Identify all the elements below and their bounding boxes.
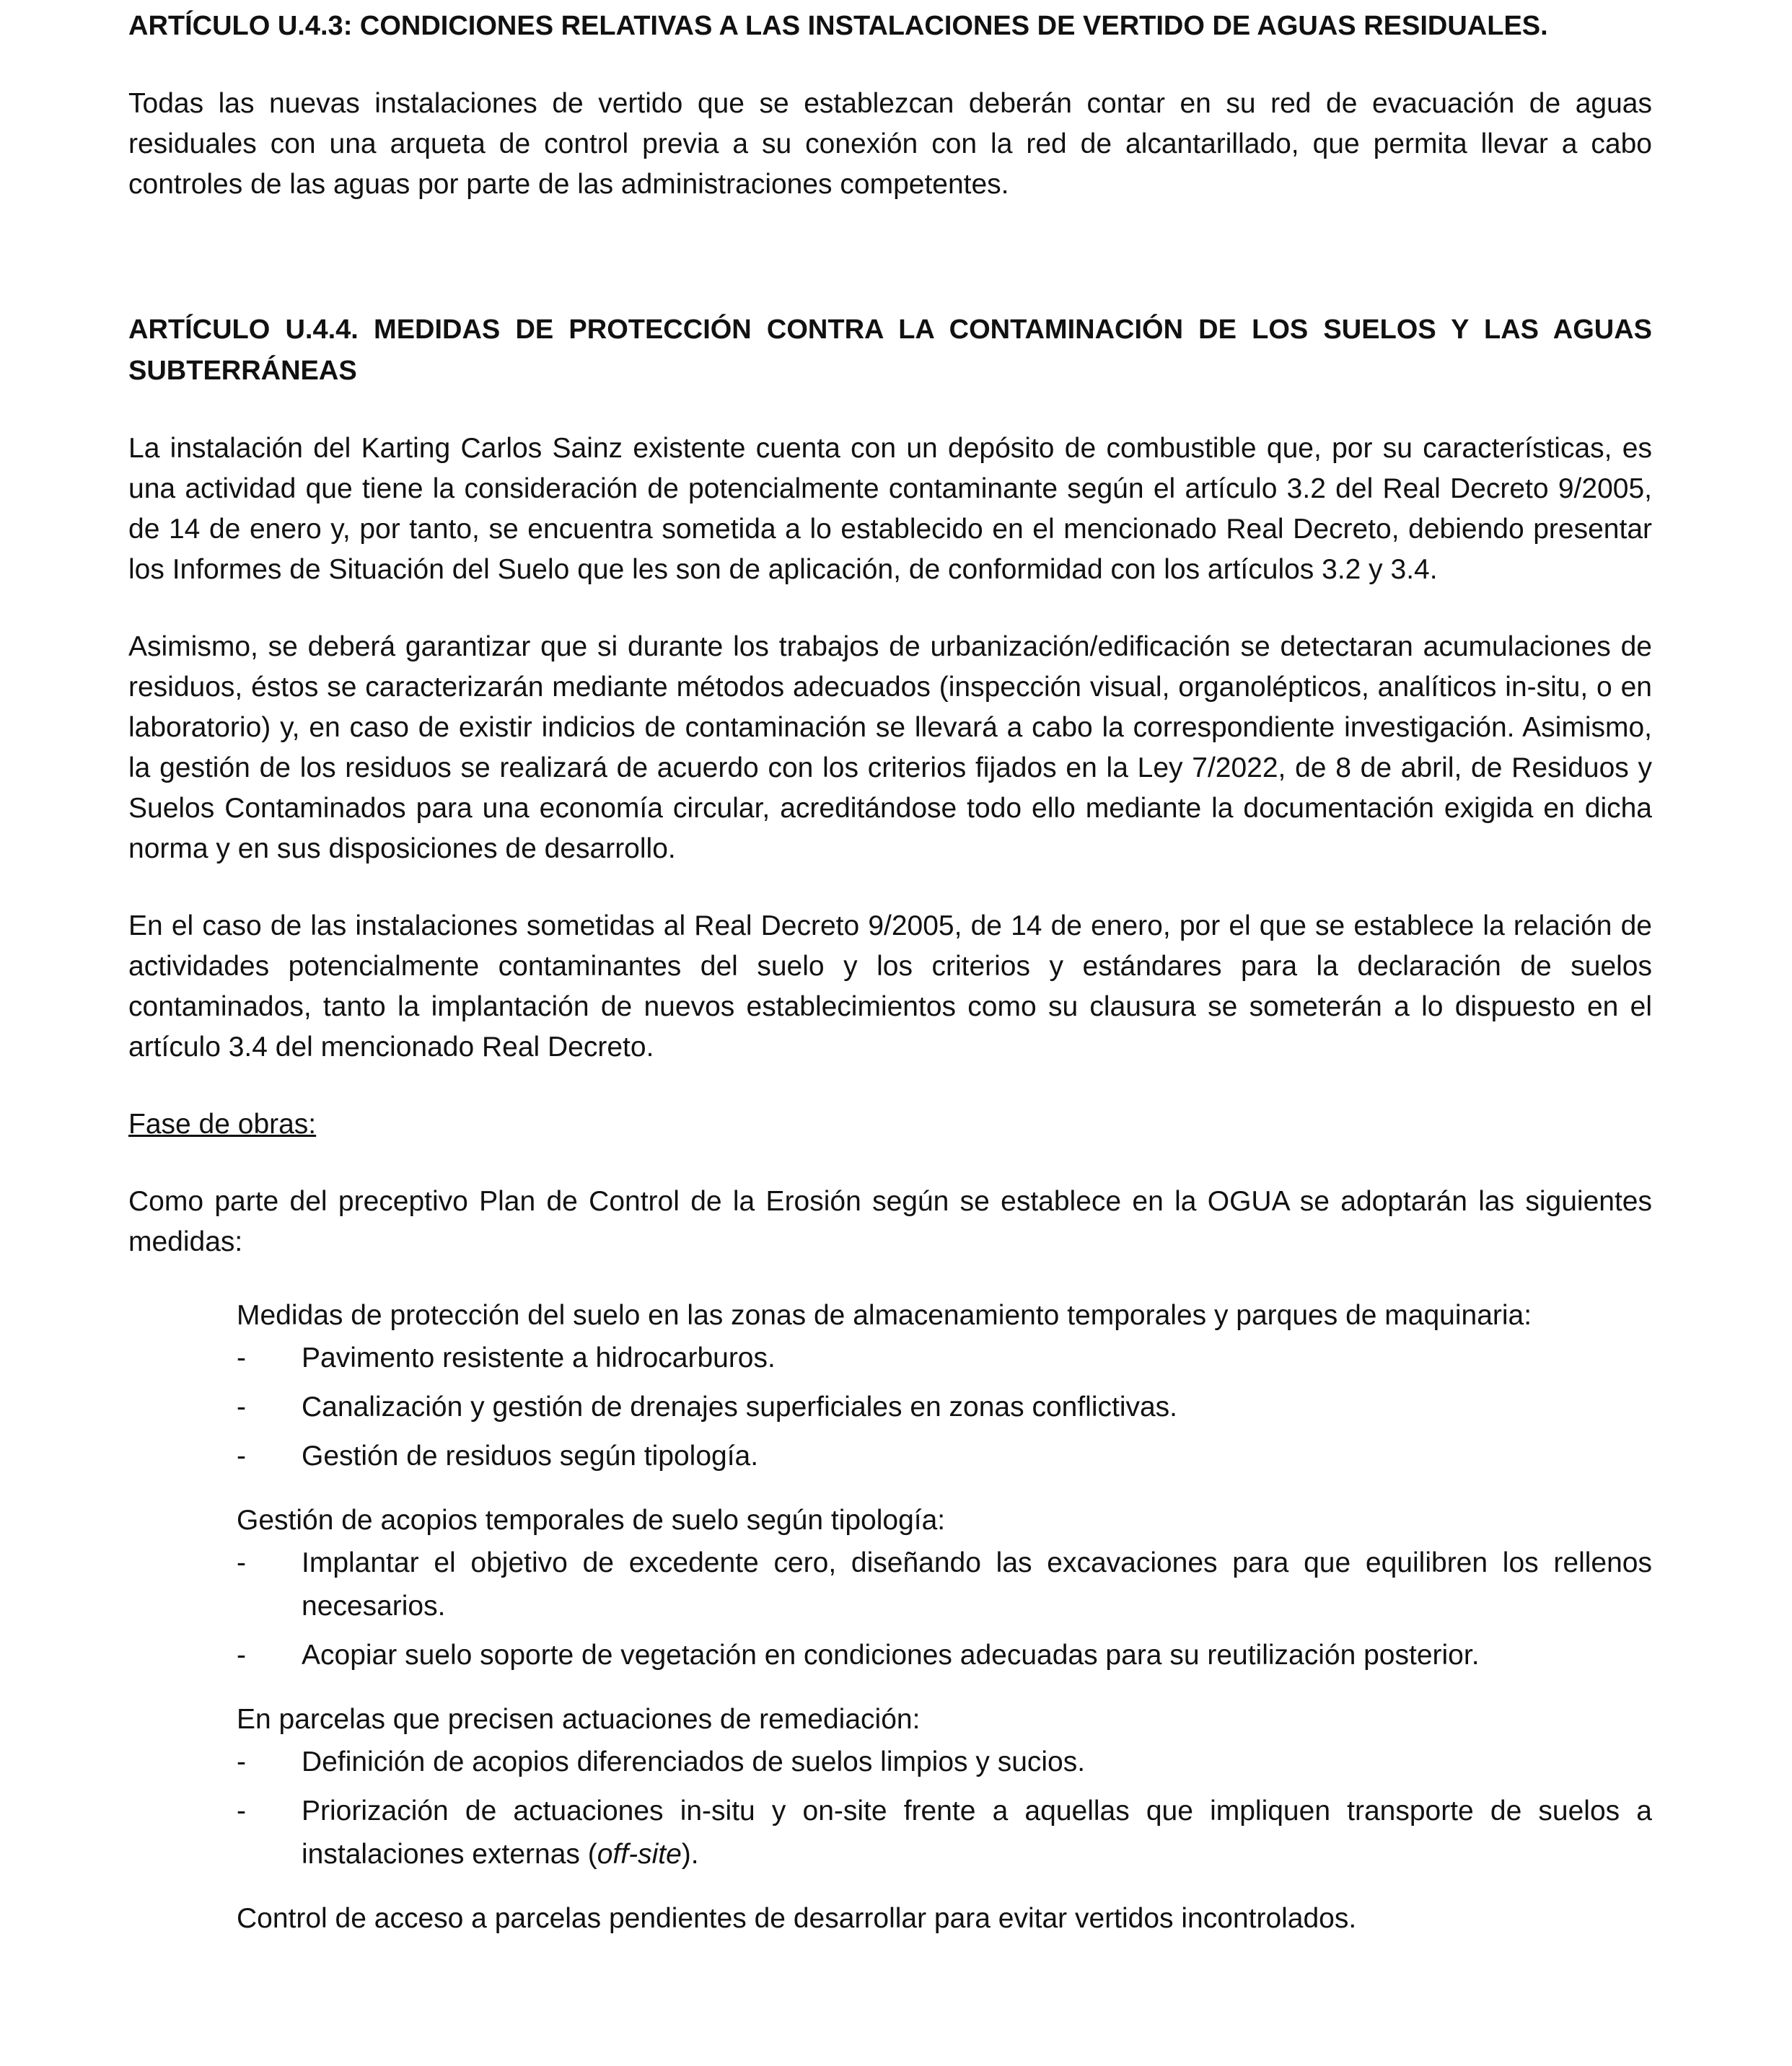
list-item: [237, 1790, 1652, 1876]
document-page: [128, 0, 1652, 1940]
measures-group-3: [237, 1699, 1652, 1876]
plan-control-intro: Como parte del preceptivo Plan de Control de la Erosión según se establece en la OGUA se adoptarán las siguientes medidas:: [128, 1186, 1652, 1257]
article-u444-heading: ARTÍCULO U.4.4. MEDIDAS DE PROTECCIÓN CONTRA LA CONTAMINACIÓN DE LOS SUELOS Y LAS AGUAS SUBTERRÁNEAS: [128, 315, 1652, 386]
list-item-text: Acopiar suelo soporte de vegetación en condiciones adecuadas para su reutilización posterior.: [302, 1640, 1480, 1671]
article-u444-paragraph-2: Asimismo, se deberá garantizar que si durante los trabajos de urbanización/edificación se detectaran acumulaciones de residuos, éstos se caracterizarán mediante métodos adecuados (inspección visual, organolépticos, analíticos in-situ, o en laboratorio) y, en caso de existir indicios de contaminación se llevará a cabo la correspondiente investigación. Asimismo, la gestión de los residuos se realizará de acuerdo con los criterios fijados en la Ley 7/2022, de 8 de abril, de Residuos y Suelos Contaminados para una economía circular, acreditándose todo ello mediante la documentación exigida en dicha norma y en sus disposiciones de desarrollo.: [128, 631, 1652, 864]
list-item: [237, 1337, 1652, 1380]
list-item: [237, 1634, 1652, 1677]
off-site-italic-text: off-site: [597, 1839, 682, 1870]
list-item-text: Definición de acopios diferenciados de suelos limpios y sucios.: [302, 1746, 1086, 1777]
measures-group-2-title: Gestión de acopios temporales de suelo según tipología:: [237, 1505, 946, 1536]
measures-group-1-list: [237, 1337, 1652, 1478]
dash-bullet: -: [237, 1441, 246, 1472]
measures-group-1-title: Medidas de protección del suelo en las zonas de almacenamiento temporales y parques de maquinaria:: [237, 1300, 1532, 1331]
measures-group-1: [237, 1295, 1652, 1478]
list-item: [237, 1542, 1652, 1628]
dash-bullet: -: [237, 1392, 246, 1423]
dash-bullet: -: [237, 1640, 246, 1671]
measures-group-2: [237, 1500, 1652, 1677]
measures-group-2-list: [237, 1542, 1652, 1677]
list-item: [237, 1435, 1652, 1478]
list-item-text: Priorización de actuaciones in-situ y on-site frente a aquellas que impliquen transporte de suelos a instalaciones externas (: [302, 1795, 1652, 1870]
closing-block: [237, 1898, 1652, 1940]
closing-measure: Control de acceso a parcelas pendientes de desarrollar para evitar vertidos incontrolados.: [237, 1903, 1357, 1934]
list-item-text: Implantar el objetivo de excedente cero, diseñando las excavaciones para que equilibren los rellenos necesarios.: [302, 1547, 1652, 1622]
article-u444-paragraph-3: En el caso de las instalaciones sometidas al Real Decreto 9/2005, de 14 de enero, por el que se establece la relación de actividades potencialmente contaminantes del suelo y los criterios y estándares para la declaración de suelos contaminados, tanto la implantación de nuevos establecimientos como su clausura se someterán a lo dispuesto en el artículo 3.4 del mencionado Real Decreto.: [128, 910, 1652, 1063]
fase-de-obras-subheading: Fase de obras:: [128, 1109, 317, 1140]
dash-bullet: -: [237, 1342, 246, 1373]
dash-bullet: -: [237, 1746, 246, 1777]
article-u443-heading: ARTÍCULO U.4.3: CONDICIONES RELATIVAS A LAS INSTALACIONES DE VERTIDO DE AGUAS RESIDUALES.: [128, 11, 1548, 41]
article-u443-paragraph: Todas las nuevas instalaciones de vertido que se establezcan deberán contar en su red de evacuación de aguas residuales con una arqueta de control previa a su conexión con la red de alcantarillado, que permita llevar a cabo controles de las aguas por parte de las administraciones competentes.: [128, 88, 1652, 200]
dash-bullet: -: [237, 1547, 246, 1578]
list-item: [237, 1741, 1652, 1784]
list-item-text: Canalización y gestión de drenajes superficiales en zonas conflictivas.: [302, 1392, 1178, 1423]
list-item: [237, 1386, 1652, 1429]
measures-group-3-list: [237, 1741, 1652, 1876]
list-item-text: Gestión de residuos según tipología.: [302, 1441, 759, 1472]
dash-bullet: -: [237, 1795, 246, 1827]
list-item-text-end: ).: [681, 1839, 699, 1870]
article-u444-paragraph-1: La instalación del Karting Carlos Sainz existente cuenta con un depósito de combustible que, por su características, es una actividad que tiene la consideración de potencialmente contaminante según el artículo 3.2 del Real Decreto 9/2005, de 14 de enero y, por tanto, se encuentra sometida a lo establecido en el mencionado Real Decreto, debiendo presentar los Informes de Situación del Suelo que les son de aplicación, de conformidad con los artículos 3.2 y 3.4.: [128, 433, 1652, 585]
list-item-text: Pavimento resistente a hidrocarburos.: [302, 1342, 776, 1373]
measures-group-3-title: En parcelas que precisen actuaciones de remediación:: [237, 1704, 921, 1735]
